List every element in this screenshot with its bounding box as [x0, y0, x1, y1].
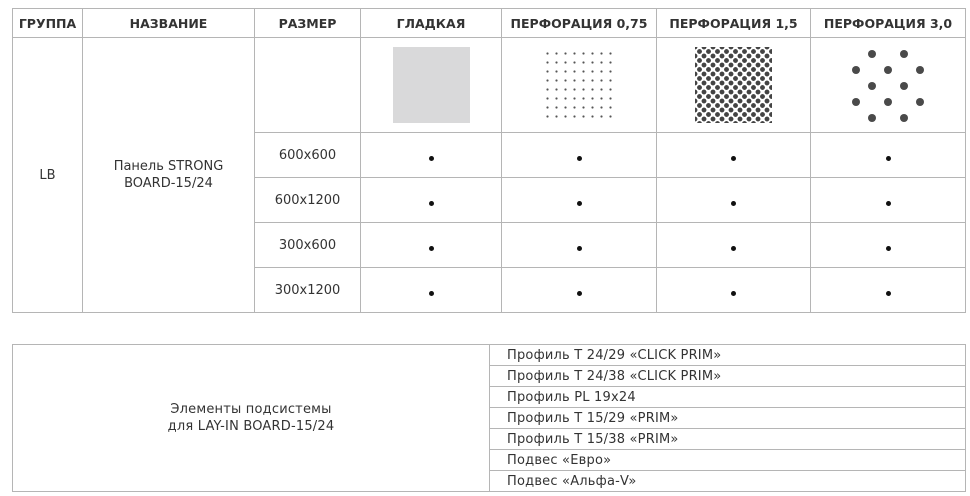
group-label: LB [39, 167, 56, 183]
size-label: 300x1200 [274, 282, 341, 298]
subsystem-item: Профиль T 15/38 «PRIM» [490, 429, 966, 450]
availability-smooth [361, 133, 502, 178]
perforation-30-swatch [850, 47, 927, 123]
availability-bullet [886, 201, 891, 206]
size-label: 600x600 [278, 147, 337, 163]
header-smooth: ГЛАДКАЯ [361, 9, 502, 38]
availability-bullet [429, 201, 434, 206]
perf-15-swatch-cell [657, 38, 811, 133]
availability-perf-15 [657, 268, 811, 313]
availability-bullet [886, 246, 891, 251]
perf-30-swatch-cell [811, 38, 966, 133]
availability-perf-075 [502, 268, 657, 313]
availability-perf-30 [811, 268, 966, 313]
availability-perf-30 [811, 223, 966, 268]
availability-bullet [731, 246, 736, 251]
swatch-row [13, 38, 966, 133]
product-name-cell [83, 38, 255, 313]
availability-bullet [886, 156, 891, 161]
availability-perf-30 [811, 133, 966, 178]
availability-perf-075 [502, 133, 657, 178]
availability-smooth [361, 178, 502, 223]
header-size: РАЗМЕР [255, 9, 361, 38]
subsystem-title-line1: Элементы подсистемы [170, 402, 332, 417]
product-table [12, 8, 966, 313]
product-name-line1: Панель STRONG [113, 159, 224, 174]
empty-size-cell [255, 38, 361, 133]
subsystem-item: Профиль PL 19x24 [490, 387, 966, 408]
header-name: НАЗВАНИЕ [83, 9, 255, 38]
perforation-15-swatch [695, 47, 772, 123]
availability-bullet [429, 156, 434, 161]
header-row [13, 9, 966, 38]
availability-bullet [577, 291, 582, 296]
availability-bullet [577, 246, 582, 251]
size-label: 600x1200 [274, 192, 341, 208]
subsystem-item: Профиль T 15/29 «PRIM» [490, 408, 966, 429]
availability-bullet [429, 291, 434, 296]
availability-perf-15 [657, 178, 811, 223]
header-perf-30: ПЕРФОРАЦИЯ 3,0 [811, 9, 966, 38]
subsystem-item: Подвес «Евро» [490, 450, 966, 471]
availability-bullet [577, 201, 582, 206]
subsystem-row [13, 345, 966, 366]
subsystem-title-cell [13, 345, 490, 492]
perforation-075-swatch [543, 49, 615, 121]
subsystem-item: Профиль T 24/38 «CLICK PRIM» [490, 366, 966, 387]
size-cell [255, 268, 361, 313]
subsystem-item: Подвес «Альфа-V» [490, 471, 966, 492]
header-perf-15: ПЕРФОРАЦИЯ 1,5 [657, 9, 811, 38]
perf-075-swatch-cell [502, 38, 657, 133]
subsystem-title-line2: для LAY-IN BOARD-15/24 [167, 419, 335, 434]
availability-bullet [577, 156, 582, 161]
availability-perf-15 [657, 223, 811, 268]
header-group: ГРУППА [13, 9, 83, 38]
size-cell [255, 133, 361, 178]
availability-perf-075 [502, 178, 657, 223]
size-cell [255, 223, 361, 268]
availability-bullet [731, 291, 736, 296]
availability-perf-15 [657, 133, 811, 178]
header-perf-075: ПЕРФОРАЦИЯ 0,75 [502, 9, 657, 38]
smooth-panel-swatch [393, 47, 470, 123]
availability-bullet [731, 201, 736, 206]
availability-perf-30 [811, 178, 966, 223]
size-label: 300x600 [278, 237, 337, 253]
availability-bullet [429, 246, 434, 251]
availability-bullet [731, 156, 736, 161]
size-cell [255, 178, 361, 223]
availability-smooth [361, 268, 502, 313]
availability-bullet [886, 291, 891, 296]
availability-perf-075 [502, 223, 657, 268]
availability-smooth [361, 223, 502, 268]
subsystem-item: Профиль T 24/29 «CLICK PRIM» [490, 345, 966, 366]
product-name-line2: BOARD-15/24 [124, 176, 213, 191]
smooth-swatch-cell [361, 38, 502, 133]
group-cell [13, 38, 83, 313]
subsystem-table [12, 344, 966, 492]
